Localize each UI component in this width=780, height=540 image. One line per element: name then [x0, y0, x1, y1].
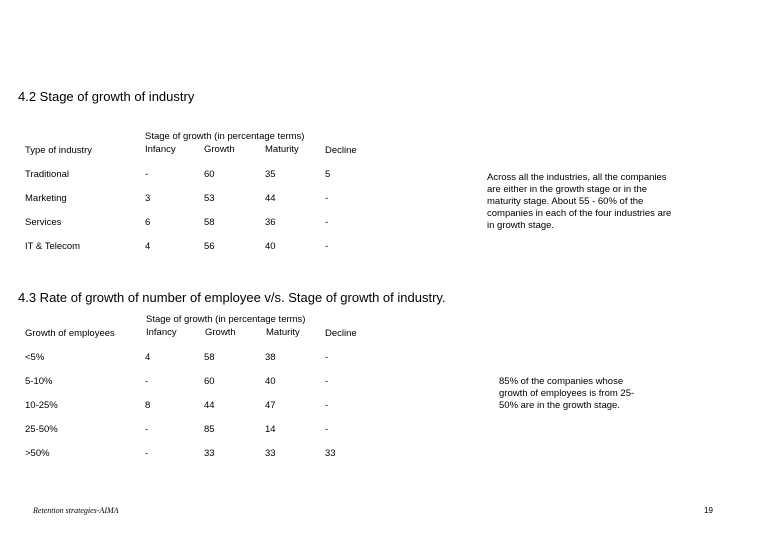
section-2-row-header: Growth of employees — [25, 328, 115, 339]
table-cell: 53 — [204, 193, 215, 204]
table-cell: 44 — [265, 193, 276, 204]
table-cell: 60 — [204, 169, 215, 180]
table-cell: - — [325, 352, 329, 363]
table-cell: - — [145, 376, 149, 387]
table-cell: 40 — [265, 241, 276, 252]
table-cell: 35 — [265, 169, 276, 180]
page-number: 19 — [704, 506, 713, 515]
table-row-label: 10-25% — [25, 400, 58, 411]
table-cell: 4 — [145, 241, 151, 252]
table-cell: 38 — [265, 352, 276, 363]
table-cell: 33 — [265, 448, 276, 459]
section-1-col-decline: Decline — [325, 145, 357, 156]
table-row-label: 5-10% — [25, 376, 53, 387]
table-cell: 56 — [204, 241, 215, 252]
section-2-note: 85% of the companies whose growth of employees is from 25-50% are in the growth stage. — [499, 376, 635, 411]
table-cell: 33 — [325, 448, 336, 459]
section-2-col-infancy: Infancy — [146, 327, 177, 338]
table-row-label: Marketing — [25, 193, 67, 204]
table-row-label: 25-50% — [25, 424, 58, 435]
table-cell: 60 — [204, 376, 215, 387]
section-2-col-decline: Decline — [325, 328, 357, 339]
table-cell: 58 — [204, 352, 215, 363]
section-2-col-growth: Growth — [205, 327, 236, 338]
table-row-label: >50% — [25, 448, 50, 459]
table-row-label: IT & Telecom — [25, 241, 81, 252]
table-cell: 4 — [145, 352, 151, 363]
table-cell: 8 — [145, 400, 151, 411]
table-cell: - — [145, 448, 149, 459]
table-cell: 5 — [325, 169, 331, 180]
table-cell: 47 — [265, 400, 276, 411]
table-cell: - — [145, 169, 149, 180]
table-cell: - — [145, 424, 149, 435]
section-1-col-growth: Growth — [204, 144, 235, 155]
section-1-row-header: Type of industry — [25, 145, 93, 156]
table-row-label: Traditional — [25, 169, 70, 180]
table-row-label: <5% — [25, 352, 45, 363]
table-cell: 6 — [145, 217, 151, 228]
table-cell: 85 — [204, 424, 215, 435]
table-cell: 36 — [265, 217, 276, 228]
table-cell: 3 — [145, 193, 151, 204]
section-2-group-header: Stage of growth (in percentage terms) — [146, 314, 306, 325]
table-cell: - — [325, 217, 329, 228]
table-row-label: Services — [25, 217, 62, 228]
table-cell: 44 — [204, 400, 215, 411]
section-2-title: 4.3 Rate of growth of number of employee v/s. Stage of growth of industry. — [18, 290, 446, 305]
table-cell: - — [325, 376, 329, 387]
table-cell: - — [325, 424, 329, 435]
table-cell: 33 — [204, 448, 215, 459]
section-1-col-maturity: Maturity — [265, 144, 299, 155]
section-2-col-maturity: Maturity — [266, 327, 300, 338]
section-1-group-header: Stage of growth (in percentage terms) — [145, 131, 305, 142]
table-cell: - — [325, 400, 329, 411]
table-cell: - — [325, 241, 329, 252]
table-cell: 40 — [265, 376, 276, 387]
section-1-col-infancy: Infancy — [145, 144, 176, 155]
footer-source: Retention strategies-AIMA — [33, 506, 119, 515]
table-cell: 58 — [204, 217, 215, 228]
section-1-title: 4.2 Stage of growth of industry — [18, 89, 195, 104]
table-cell: 14 — [265, 424, 276, 435]
table-cell: - — [325, 193, 329, 204]
section-1-note: Across all the industries, all the companies are either in the growth stage or in the maturity stage. About 55 - 60% of the companies in each of the four industries are in growth stage. — [487, 172, 672, 231]
